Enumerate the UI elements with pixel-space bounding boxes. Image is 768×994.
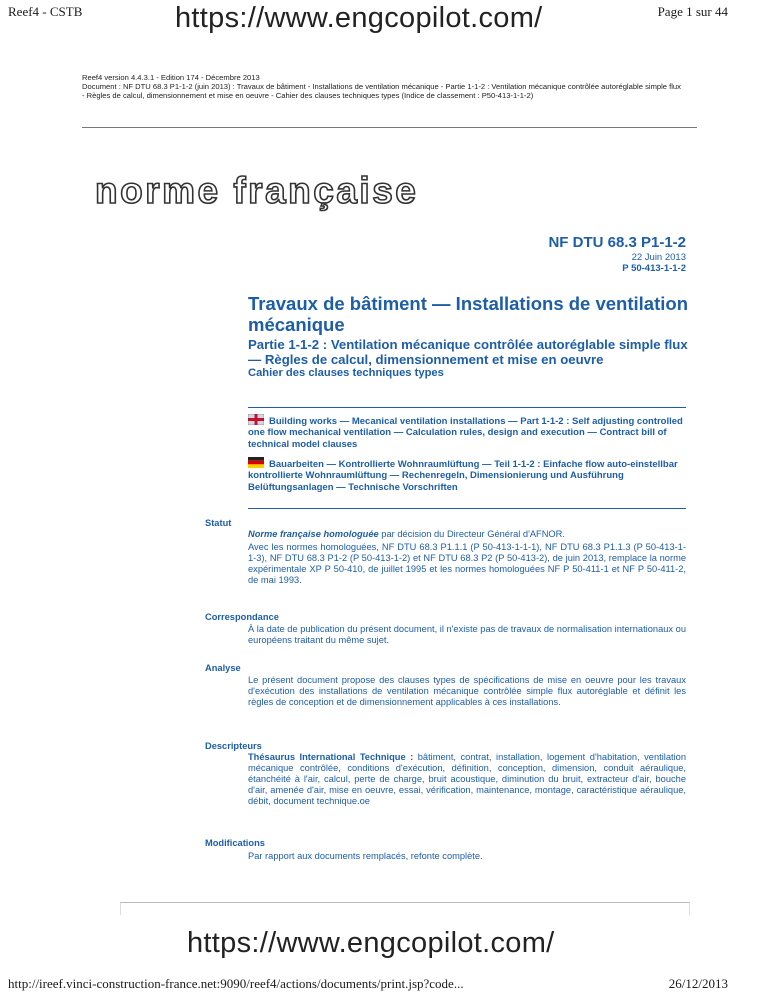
descripteurs-emphasis: Thésaurus International Technique :	[248, 752, 414, 762]
translation-de-text: Bauarbeiten — Kontrollierte Wohnraumlüftung — Teil 1-1-2 : Einfache flow auto-einstellbar kontrollierte Wohnraumlüftung — Rechenregeln, Dimensionierung und Ausführung Belüftungsanlagen — Technische Vorschriften	[248, 459, 678, 493]
print-header-page: Page 1 sur 44	[657, 4, 728, 19]
section-body-statut	[248, 529, 686, 588]
print-header-left: Reef4 - CSTB	[8, 4, 83, 19]
page-subtitle: Partie 1-1-2 : Ventilation mécanique contrôlée autoréglable simple flux — Règles de calcul, dimensionnement et mise en oeuvre	[248, 337, 688, 367]
section-body-modifications: Par rapport aux documents remplacés, refonte complète.	[248, 851, 483, 861]
watermark-top: https://www.engcopilot.com/	[175, 2, 543, 34]
watermark-bottom: https://www.engcopilot.com/	[187, 927, 555, 959]
descripteurs-text: bâtiment, contrat, installation, logement d'habitation, ventilation mécanique contrôlée, conditions d'exécution, définition, conception, dimension, conduit aéraulique, étanchéité à l'air, calcul, perte de charge, bruit acoustique, diminution du bruit, extracteur d'air, bouche d'air, amenée d'air, mise en oeuvre, essai, vérification, maintenance, montage, caractéristique aéraulique, débit, document technique.oe	[248, 752, 686, 806]
page-frame-edge	[120, 902, 690, 915]
statut-emphasis: Norme française homologuée	[248, 529, 379, 539]
meta-document: Document : NF DTU 68.3 P1-1-2 (juin 2013) : Travaux de bâtiment - Installations de ventilation mécanique - Partie 1-1-2 : Ventilation mécanique contrôlée autoréglable simple flux - Règles de calcul, dimensionnement et mise en oeuvre - Cahier des clauses techniques types (Indice de classement : P50-413-1-1-2)	[82, 82, 681, 100]
page-title: Travaux de bâtiment — Installations de ventilation mécanique	[248, 293, 688, 335]
title-divider	[248, 407, 686, 408]
section-body-analyse: Le présent document propose des clauses types de spécifications de mise en oeuvre pour les travaux d'exécution des installations de ventilation mécanique contrôlée simple flux autoréglable et définit les règles de conception et de dimensionnement applicables à ces installations.	[248, 675, 686, 707]
statut-paragraph: Avec les normes homologuées, NF DTU 68.3 P1.1.1 (P 50-413-1-1-1), NF DTU 68.3 P1.1.3 (P 50-413-1-1-3), NF DTU 68.3 P1-2 (P 50-413-1-2) et NF DTU 68.3 P2 (P 50-413-2), de juin 2013, remplace la norme expérimentale XP P 50-410, de juillet 1995 et les normes homologuées NF P 50-411-1 et NF P 50-411-2, de mai 1993.	[248, 542, 686, 585]
meta-version: Reef4 version 4.4.3.1 - Edition 174 - Décembre 2013	[82, 73, 260, 82]
document-meta	[82, 73, 682, 100]
standard-classification: P 50-413-1-1-2	[622, 263, 686, 274]
section-label-descripteurs: Descripteurs	[205, 741, 262, 751]
print-footer-url: http://ireef.vinci-construction-france.net:9090/reef4/actions/documents/print.jsp?code...	[8, 976, 464, 991]
standard-date: 22 Juin 2013	[631, 252, 686, 263]
title-cahier: Cahier des clauses techniques types	[248, 367, 444, 379]
translation-en	[248, 414, 688, 450]
standard-code: NF DTU 68.3 P1-1-2	[548, 234, 686, 251]
section-label-modifications: Modifications	[205, 838, 265, 848]
section-label-statut: Statut	[205, 518, 232, 528]
translation-en-text: Building works — Mecanical ventilation installations — Part 1-1-2 : Self adjusting controlled one flow mechanical ventilation — Calculation rules, design and execution — Contract bill of technical model clauses	[248, 416, 683, 450]
section-label-analyse: Analyse	[205, 663, 241, 673]
statut-line1: par décision du Directeur Général d'AFNOR.	[378, 529, 565, 539]
print-footer-date: 26/12/2013	[668, 976, 728, 991]
section-body-descripteurs	[248, 752, 686, 807]
translation-de	[248, 457, 688, 493]
brand-logo-text: norme française	[95, 170, 419, 211]
section-body-correspondance: À la date de publication du présent document, il n'existe pas de travaux de normalisation internationaux ou européens traitant du même sujet.	[248, 624, 686, 645]
meta-divider	[82, 127, 697, 128]
title-block	[248, 293, 688, 380]
germany-flag-icon	[248, 457, 264, 468]
translations-divider	[248, 508, 686, 509]
uk-flag-icon	[248, 414, 264, 425]
section-label-correspondance: Correspondance	[205, 612, 279, 622]
